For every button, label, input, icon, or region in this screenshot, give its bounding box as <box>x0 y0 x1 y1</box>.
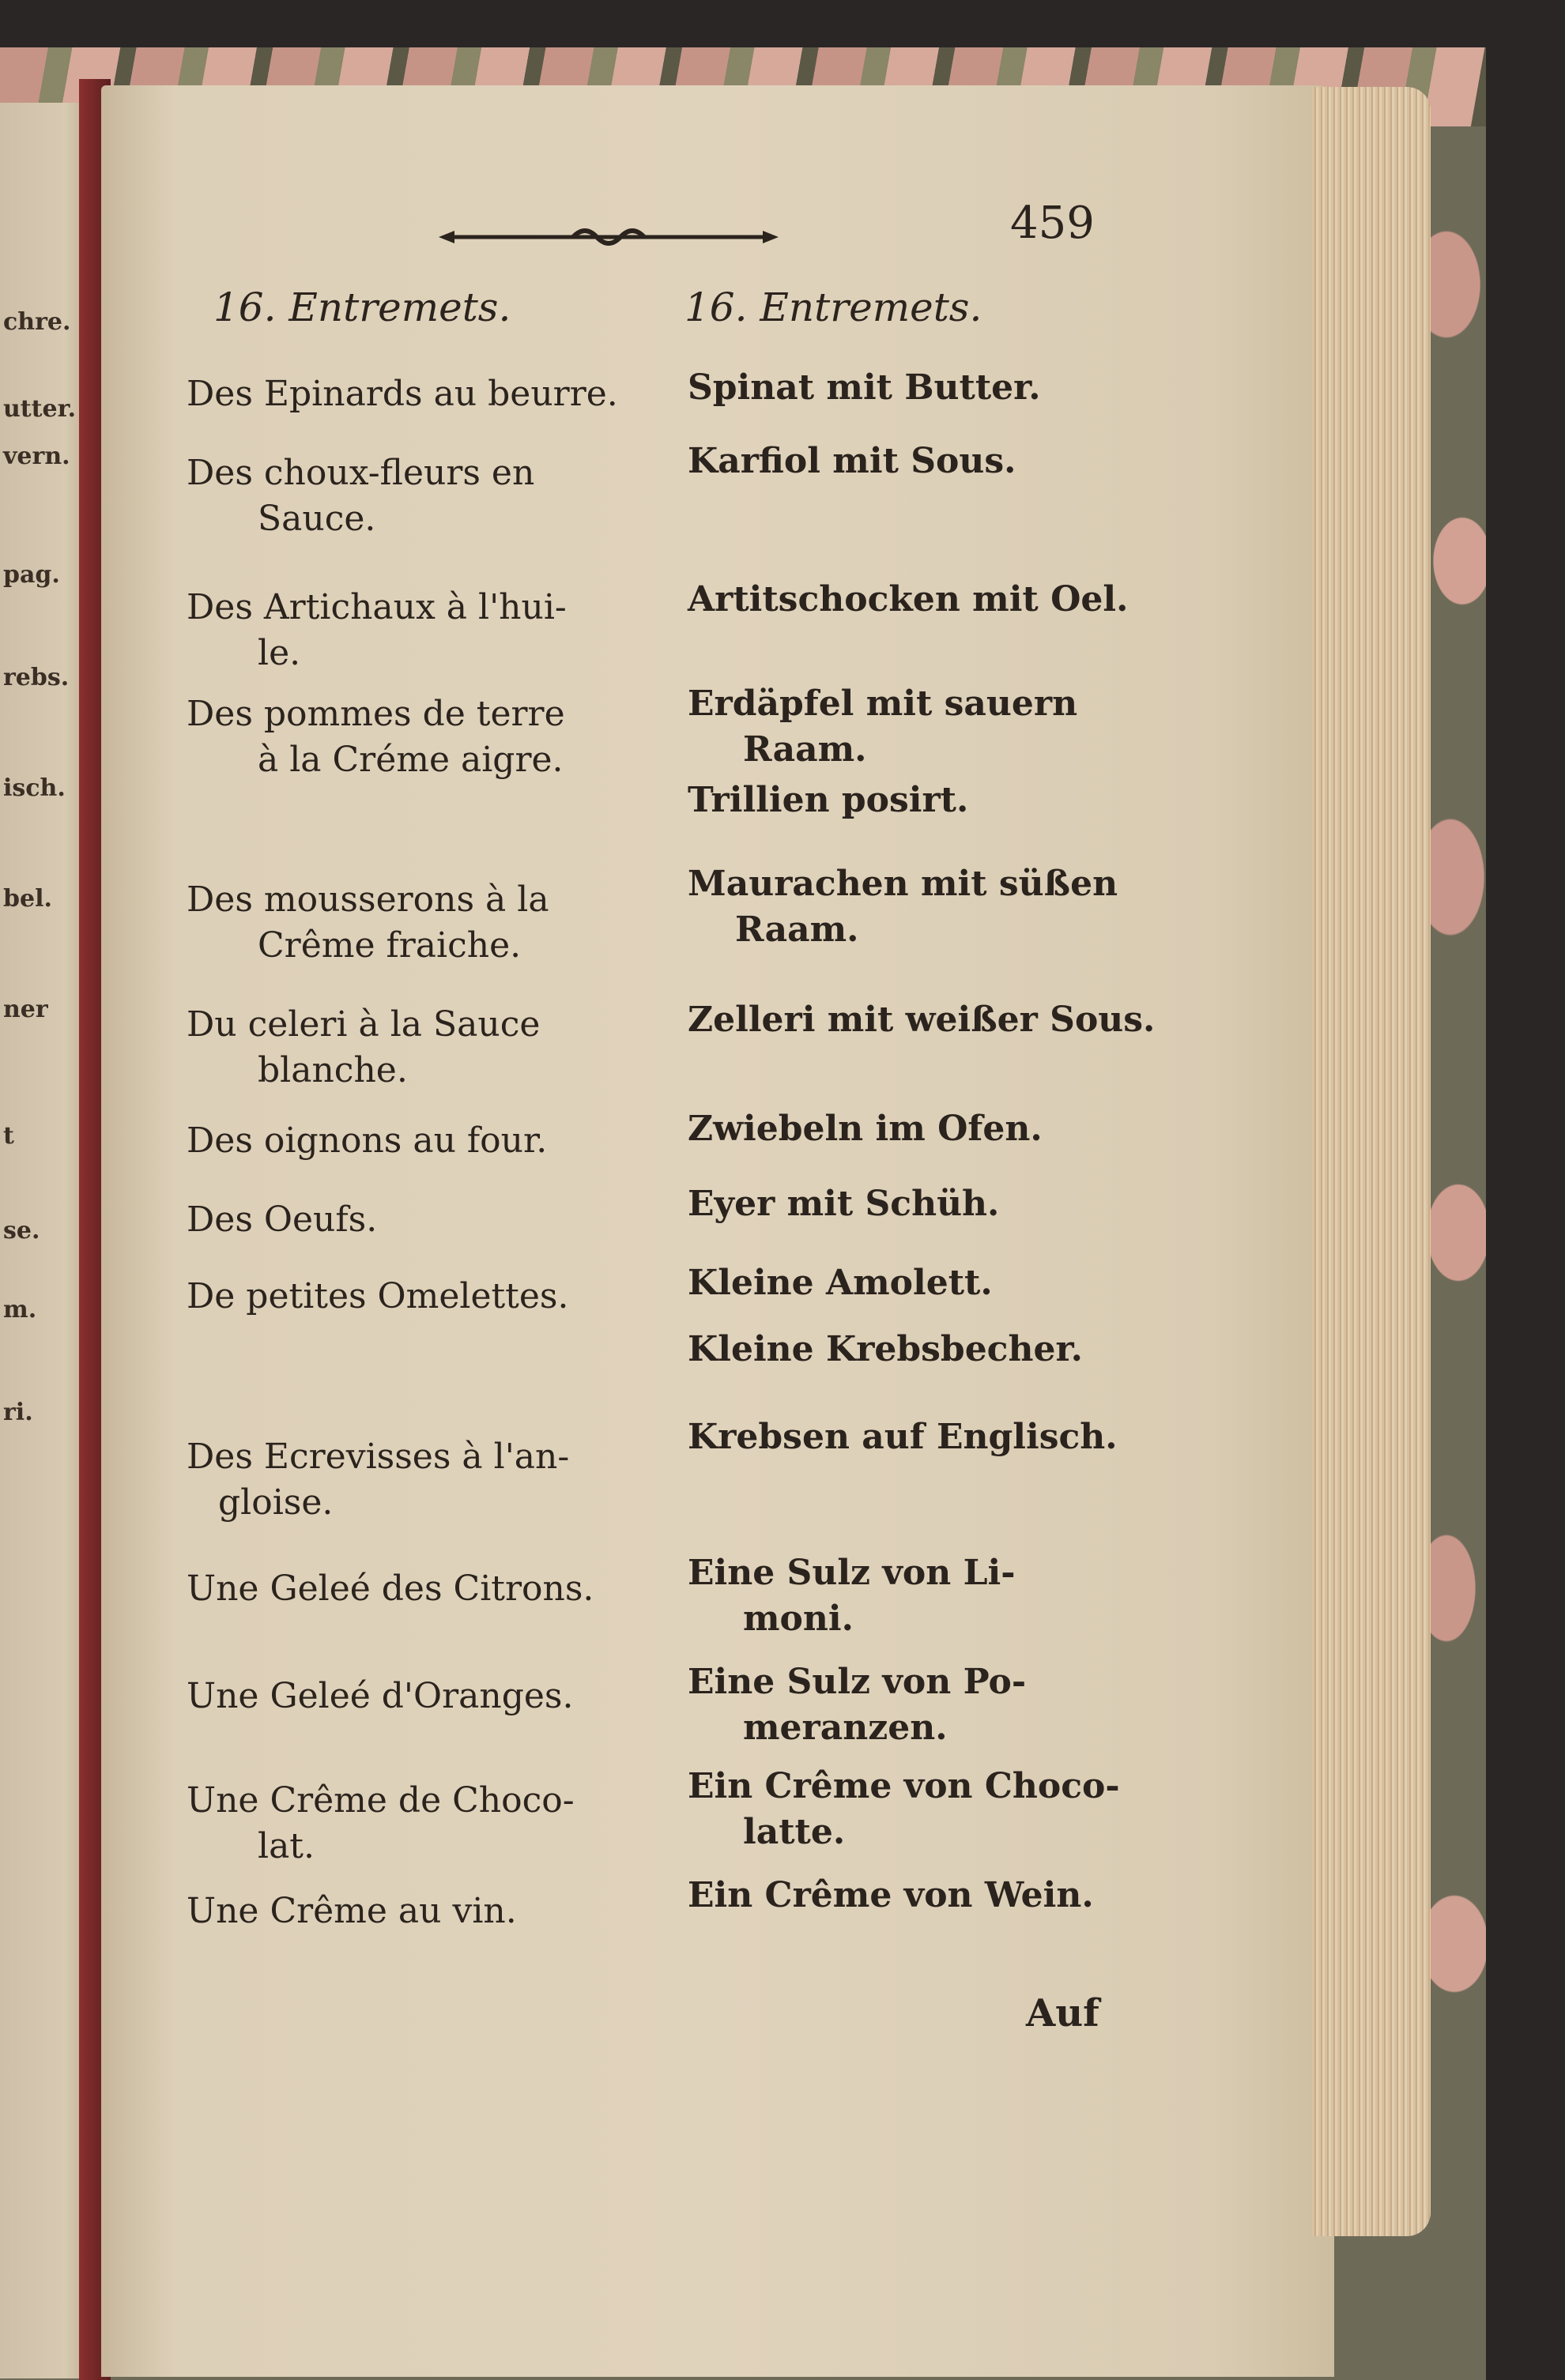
entry-de: Karfiol mit Sous. <box>688 441 1016 481</box>
entry-fr: Des Ecrevisses à l'an- gloise. <box>187 1437 570 1523</box>
left-fragment: pag. <box>3 561 60 589</box>
entry-fr: Une Crême au vin. <box>187 1891 517 1931</box>
catchword: Auf <box>1026 1991 1099 2035</box>
left-fragment: ner <box>3 996 48 1023</box>
entry-fr: Des pommes de terre à la Créme aigre. <box>187 694 565 780</box>
page-number: 459 <box>1010 198 1095 249</box>
entry-de: Ein Crême von Choco- latte. <box>688 1766 1120 1852</box>
entry-de: Spinat mit Butter. <box>688 367 1041 408</box>
left-fragment: se. <box>3 1217 40 1245</box>
entry-fr: Une Geleé des Citrons. <box>187 1568 594 1609</box>
entry-fr: Des mousserons à la Crême fraiche. <box>187 879 549 966</box>
entry-de: Eine Sulz von Li- moni. <box>688 1553 1016 1639</box>
entry-fr: De petites Omelettes. <box>187 1276 569 1316</box>
ornament-rule <box>439 223 779 251</box>
left-fragment: m. <box>3 1296 37 1324</box>
entry-fr: Des oignons au four. <box>187 1120 548 1161</box>
left-fragment: rebs. <box>3 664 70 691</box>
entry-fr: Des Epinards au beurre. <box>187 374 618 414</box>
left-fragment: t <box>3 1122 14 1150</box>
entry-de: Eyer mit Schüh. <box>688 1184 1000 1224</box>
entry-fr: Une Crême de Choco- lat. <box>187 1780 575 1866</box>
entry-de: Zwiebeln im Ofen. <box>688 1109 1043 1149</box>
heading-french: 16. Entremets. <box>213 284 511 330</box>
entry-de: Ein Crême von Wein. <box>688 1875 1094 1915</box>
entry-fr: Des Oeufs. <box>187 1199 378 1240</box>
entry-de: Eine Sulz von Po- meranzen. <box>688 1662 1027 1748</box>
entry-de: Zelleri mit weißer Sous. <box>688 1000 1156 1040</box>
entry-fr: Des Artichaux à l'hui- le. <box>187 587 567 673</box>
entry-de: Maurachen mit süßen Raam. <box>688 864 1118 950</box>
heading-german: 16. Entremets. <box>684 284 982 330</box>
left-fragment: vern. <box>3 442 70 470</box>
entry-de: Kleine Amolett. Kleine Krebsbecher. <box>688 1263 1083 1369</box>
entry-de: Erdäpfel mit sauern Raam. Trillien posirt. <box>688 683 1078 820</box>
entry-de: Krebsen auf Englisch. <box>688 1417 1118 1457</box>
left-fragment: bel. <box>3 885 52 913</box>
left-fragment: chre. <box>3 308 71 336</box>
entry-fr: Une Geleé d'Oranges. <box>187 1676 574 1716</box>
left-fragment: utter. <box>3 395 77 423</box>
entry-fr: Des choux-fleurs en Sauce. <box>187 453 535 539</box>
entry-fr: Du celeri à la Sauce blanche. <box>187 1004 541 1090</box>
page-edges <box>1312 87 1431 2236</box>
left-fragment: isch. <box>3 774 66 802</box>
left-fragment: ri. <box>3 1399 33 1426</box>
entry-de: Artitschocken mit Oel. <box>688 579 1129 619</box>
